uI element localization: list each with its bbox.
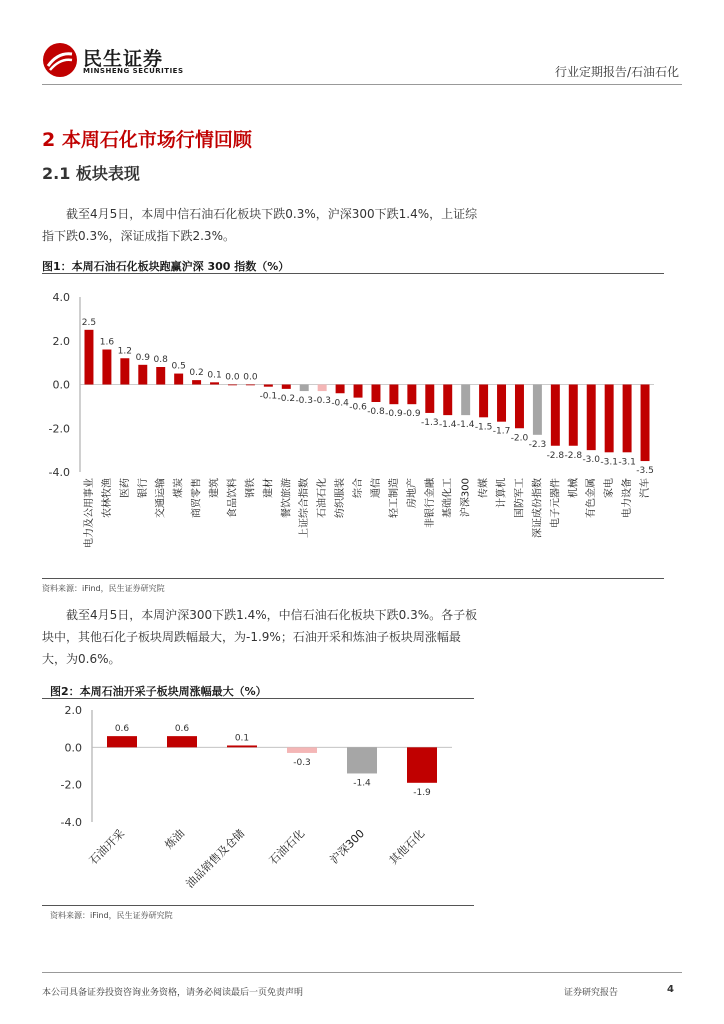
bar xyxy=(443,385,452,416)
data-label: 1.2 xyxy=(117,346,133,357)
bar xyxy=(425,385,434,413)
data-label: 0.0 xyxy=(243,372,258,383)
bar xyxy=(641,385,650,462)
figure-1-bottom-rule xyxy=(42,578,664,579)
data-label: 0.6 xyxy=(174,724,190,735)
x-tick-label: 纺织服装 xyxy=(335,478,347,518)
bar xyxy=(515,385,524,429)
bar xyxy=(102,350,111,385)
data-label: 0.8 xyxy=(153,355,168,365)
bar xyxy=(318,385,327,392)
y-tick-label: 2.0 xyxy=(52,334,70,348)
bar xyxy=(228,385,237,386)
x-tick-label: 其他石化 xyxy=(386,826,428,868)
brand-name-cn: 民生证券 xyxy=(83,48,164,70)
x-tick-label: 电力及公用事业 xyxy=(83,478,95,548)
x-tick-label: 通信 xyxy=(370,478,382,498)
bar xyxy=(192,380,201,384)
x-tick-label: 上证综合指数 xyxy=(299,478,311,538)
bar xyxy=(120,358,129,384)
data-label: 0.9 xyxy=(135,352,150,363)
bar xyxy=(167,736,197,747)
x-tick-label: 传媒 xyxy=(478,478,490,498)
figure-2-source: 资料来源：iFind，民生证券研究院 xyxy=(50,911,173,920)
bar xyxy=(407,385,416,405)
figure-2-bottom-rule xyxy=(42,905,474,906)
bar xyxy=(264,385,273,387)
section-subtitle: 2.1 板块表现 xyxy=(42,164,140,183)
x-tick-label: 建材 xyxy=(263,478,275,498)
bar xyxy=(479,385,488,418)
report-type: 行业定期报告/石油石化 xyxy=(554,65,679,79)
x-tick-label: 深证成份指数 xyxy=(532,478,544,538)
bar xyxy=(174,374,183,385)
data-label: 0.1 xyxy=(207,370,222,381)
page-number: 4 xyxy=(667,984,674,995)
y-tick-label: 0.0 xyxy=(52,378,70,392)
x-tick-label: 食品饮料 xyxy=(227,478,239,518)
x-tick-label: 房地产 xyxy=(406,478,418,508)
bar xyxy=(287,747,317,753)
x-tick-label: 沪深300 xyxy=(460,478,472,518)
bar xyxy=(246,385,255,386)
figure-2-chart xyxy=(42,701,474,903)
header-divider xyxy=(42,84,682,85)
figure-1-top-rule xyxy=(42,273,664,274)
bar xyxy=(354,385,363,398)
bar xyxy=(347,747,377,773)
bar xyxy=(282,385,291,389)
bar xyxy=(407,747,437,782)
data-label: -2.0 xyxy=(510,433,529,444)
x-tick-label: 沪深300 xyxy=(327,826,368,867)
figure-1-chart xyxy=(42,278,664,576)
bar xyxy=(605,385,614,453)
bar xyxy=(227,745,257,747)
bar xyxy=(156,367,165,385)
paragraph-1: 截至4月5日，本周中信石油石化板块下跌0.3%，沪深300下跌1.4%，上证综指下跌0.3%，深证成指下跌2.3%。 xyxy=(42,207,478,243)
x-tick-label: 非银行金融 xyxy=(424,478,436,528)
data-label: -0.9 xyxy=(403,409,421,420)
x-tick-label: 石油石化 xyxy=(317,478,329,518)
data-label: -1.3 xyxy=(421,417,439,428)
data-label: -0.3 xyxy=(293,757,311,768)
footer-divider xyxy=(42,972,682,973)
x-tick-label: 国防军工 xyxy=(514,478,526,518)
bar xyxy=(587,385,596,451)
data-label: -1.4 xyxy=(456,420,475,431)
data-label: 0.6 xyxy=(114,724,130,735)
y-tick-label: 0.0 xyxy=(64,741,82,755)
x-tick-label: 商贸零售 xyxy=(191,478,203,518)
x-tick-label: 餐饮旅游 xyxy=(281,478,293,518)
bar xyxy=(107,736,137,747)
x-tick-label: 有色金属 xyxy=(586,478,598,518)
footer-disclaimer: 本公司具备证券投资咨询业务资格，请务必阅读最后一页免责声明 xyxy=(42,988,304,998)
bar xyxy=(138,365,147,385)
x-tick-label: 炼油 xyxy=(162,826,188,852)
data-label: 0.0 xyxy=(225,372,240,383)
paragraph-2: 截至4月5日，本周沪深300下跌1.4%，中信石油石化板块下跌0.3%。各子板块中，其他石化子板块周跌幅最大，为-1.9%；石油开采和炼油子板块周涨幅最大，为0.6%。 xyxy=(42,608,478,666)
figure-2-title: 图2：本周石油开采子板块周涨幅最大（%） xyxy=(50,685,267,698)
data-label: -0.1 xyxy=(259,391,278,402)
x-tick-label: 石油石化 xyxy=(266,826,308,868)
data-label: -1.5 xyxy=(474,422,493,433)
data-label: 0.1 xyxy=(234,733,250,744)
data-label: 1.6 xyxy=(99,337,115,348)
y-tick-label: -4.0 xyxy=(48,466,70,479)
data-label: 0.2 xyxy=(189,368,204,379)
data-label: -0.3 xyxy=(295,396,313,407)
x-tick-label: 机械 xyxy=(568,478,580,498)
x-tick-label: 煤炭 xyxy=(173,478,185,498)
data-label: -0.4 xyxy=(331,398,349,409)
x-tick-label: 油品销售及仓储 xyxy=(183,826,248,891)
x-tick-label: 电力设备 xyxy=(622,478,634,518)
x-tick-label: 汽车 xyxy=(640,478,652,498)
figure-1-title: 图1：本周石油石化板块跑赢沪深 300 指数（%） xyxy=(42,260,290,273)
footer-label: 证券研究报告 xyxy=(564,988,619,998)
bar xyxy=(336,385,345,394)
data-label: -3.0 xyxy=(582,455,600,466)
bar xyxy=(497,385,506,422)
data-label: -0.2 xyxy=(277,393,296,404)
data-label: -1.4 xyxy=(438,420,457,431)
x-tick-label: 农林牧渔 xyxy=(101,478,113,518)
bar xyxy=(84,330,93,385)
data-label: -0.3 xyxy=(313,396,331,407)
bar xyxy=(389,385,398,405)
bar xyxy=(551,385,560,446)
bar xyxy=(623,385,632,453)
bar xyxy=(300,385,309,392)
data-label: -2.3 xyxy=(528,439,547,450)
x-tick-label: 轻工制造 xyxy=(388,478,400,518)
data-label: 0.5 xyxy=(171,361,186,372)
y-tick-label: 2.0 xyxy=(64,704,82,717)
data-label: -1.7 xyxy=(492,426,511,437)
x-tick-label: 电子元器件 xyxy=(550,478,562,528)
data-label: -0.9 xyxy=(385,409,403,420)
data-label: -0.8 xyxy=(367,407,385,417)
bar xyxy=(210,382,219,384)
x-tick-label: 建筑 xyxy=(209,478,221,498)
x-tick-label: 交通运输 xyxy=(155,478,167,518)
bar xyxy=(461,385,470,416)
y-tick-label: 4.0 xyxy=(52,291,70,304)
figure-1-source: 资料来源：iFind，民生证券研究院 xyxy=(42,584,165,593)
data-label: -0.6 xyxy=(349,402,367,413)
logo-icon xyxy=(42,42,78,78)
bar xyxy=(371,385,380,403)
y-tick-label: -2.0 xyxy=(60,778,82,792)
brand-name-en: MINSHENG SECURITIES xyxy=(83,67,184,75)
y-tick-label: -4.0 xyxy=(60,816,82,829)
data-label: -1.9 xyxy=(413,787,431,798)
bar xyxy=(569,385,578,446)
data-label: -3.1 xyxy=(618,457,636,468)
x-tick-label: 综合 xyxy=(353,478,365,498)
data-label: -3.5 xyxy=(636,466,654,477)
figure-2-top-rule xyxy=(42,698,474,699)
data-label: -3.1 xyxy=(600,457,618,468)
bar xyxy=(533,385,542,435)
data-label: -2.8 xyxy=(564,450,583,461)
data-label: -1.4 xyxy=(353,778,371,789)
x-tick-label: 银行 xyxy=(137,478,149,498)
data-label: 2.5 xyxy=(81,317,97,328)
data-label: -2.8 xyxy=(546,450,565,461)
x-tick-label: 医药 xyxy=(119,478,131,498)
x-tick-label: 钢铁 xyxy=(245,478,257,498)
x-tick-label: 石油开采 xyxy=(86,826,128,868)
x-tick-label: 家电 xyxy=(604,478,616,498)
y-tick-label: -2.0 xyxy=(48,422,70,436)
x-tick-label: 计算机 xyxy=(496,478,508,508)
x-tick-label: 基础化工 xyxy=(442,478,454,518)
section-title: 2 本周石化市场行情回顾 xyxy=(42,129,252,151)
